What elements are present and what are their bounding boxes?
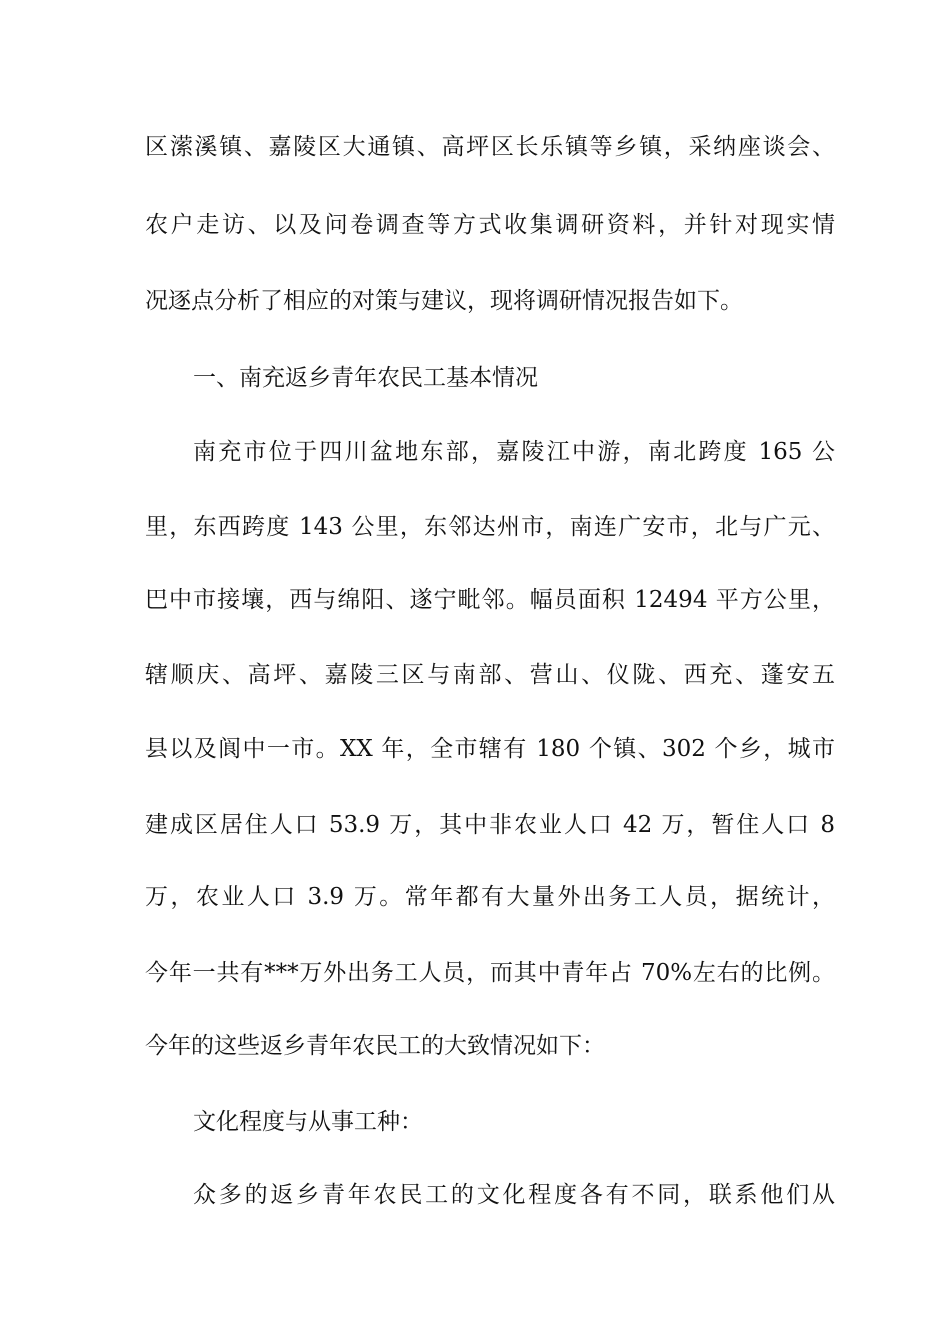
paragraph-line: 南充市位于四川盆地东部，嘉陵江中游，南北跨度 165 公: [193, 439, 835, 465]
paragraph-line: 建成区居住人口 53.9 万，其中非农业人口 42 万，暂住人口 8: [145, 812, 835, 838]
paragraph-line: 县以及阆中一市。XX 年，全市辖有 180 个镇、302 个乡，城市: [145, 736, 835, 762]
paragraph-line: 众多的返乡青年农民工的文化程度各有不同，联系他们从: [193, 1182, 835, 1208]
paragraph-line: 里，东西跨度 143 公里，东邻达州市，南连广安市，北与广元、: [145, 514, 835, 540]
subheading: 文化程度与从事工种：: [193, 1109, 423, 1135]
paragraph-line: 况逐点分析了相应的对策与建议，现将调研情况报告如下。: [145, 288, 743, 314]
paragraph-line: 区潆溪镇、嘉陵区大通镇、高坪区长乐镇等乡镇，采纳座谈会、: [145, 134, 835, 160]
section-heading: 一、南充返乡青年农民工基本情况: [193, 365, 538, 391]
paragraph-line: 今年一共有***万外出务工人员，而其中青年占 70%左右的比例。: [145, 960, 835, 986]
paragraph-line: 辖顺庆、高坪、嘉陵三区与南部、营山、仪陇、西充、蓬安五: [145, 662, 835, 688]
paragraph-line: 农户走访、以及问卷调查等方式收集调研资料，并针对现实情: [145, 212, 835, 238]
paragraph-line: 今年的这些返乡青年农民工的大致情况如下：: [145, 1033, 605, 1059]
paragraph-line: 万，农业人口 3.9 万。常年都有大量外出务工人员，据统计，: [145, 884, 835, 910]
paragraph-line: 巴中市接壤，西与绵阳、遂宁毗邻。幅员面积 12494 平方公里，: [145, 587, 835, 613]
